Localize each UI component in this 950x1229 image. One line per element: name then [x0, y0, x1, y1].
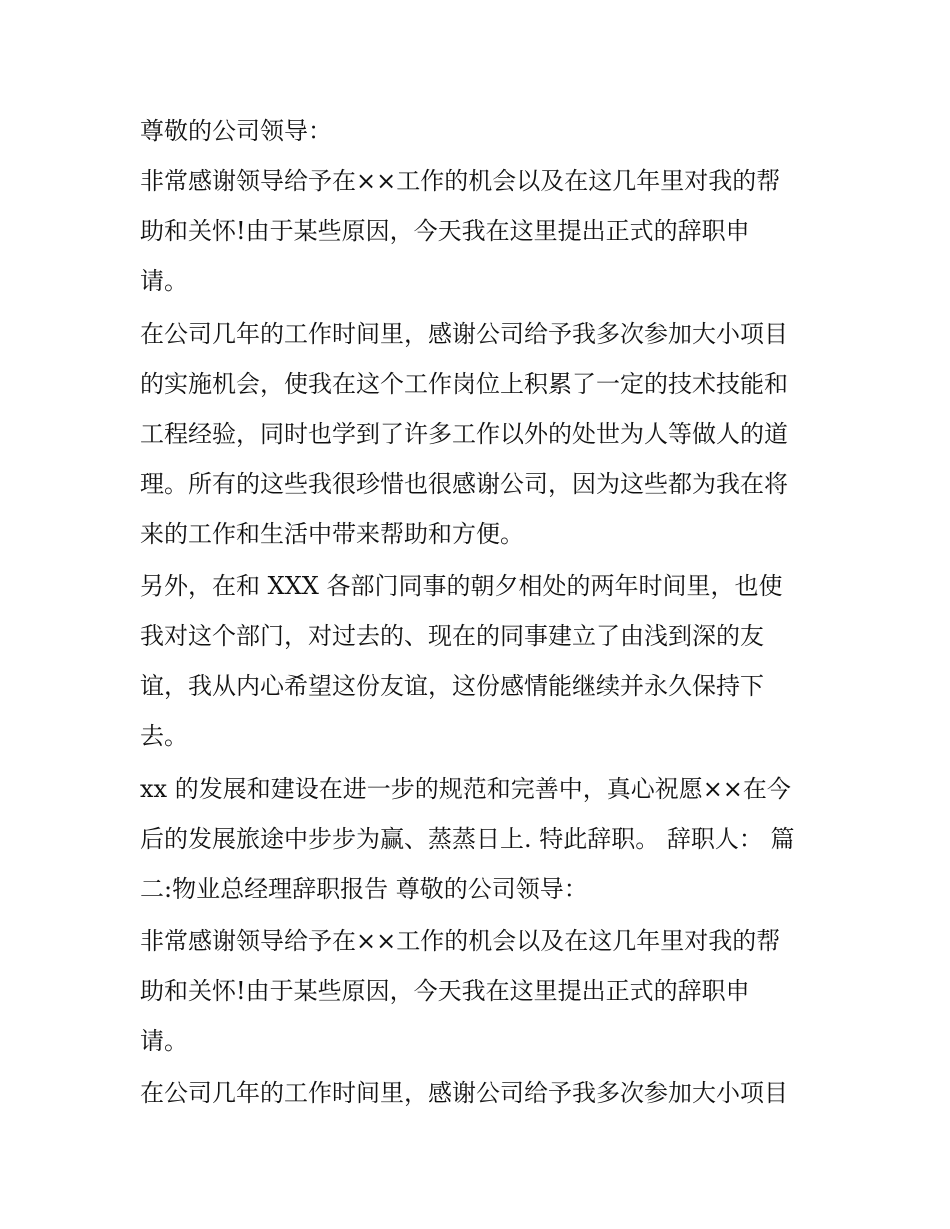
- text-line: 非常感谢领导给予在××工作的机会以及在这几年里对我的帮: [140, 167, 781, 195]
- text-line: 请。: [140, 1027, 188, 1055]
- text-line: 来的工作和生活中带来帮助和方便。: [140, 520, 524, 548]
- text-line: 我对这个部门，对过去的、现在的同事建立了由浅到深的友: [140, 622, 764, 650]
- text-line: xx 的发展和建设在进一步的规范和完善中，真心祝愿××在今: [140, 775, 791, 803]
- text-line: 理。所有的这些我很珍惜也很感谢公司，因为这些都为我在将: [140, 470, 788, 498]
- text-line: 二:物业总经理辞职报告 尊敬的公司领导：: [140, 875, 588, 903]
- text-line: 谊，我从内心希望这份友谊，这份感情能继续并永久保持下: [140, 672, 764, 700]
- text-line: 非常感谢领导给予在××工作的机会以及在这几年里对我的帮: [140, 927, 781, 955]
- text-line: 在公司几年的工作时间里，感谢公司给予我多次参加大小项目: [140, 1079, 788, 1107]
- text-line: 的实施机会，使我在这个工作岗位上积累了一定的技术技能和: [140, 370, 788, 398]
- text-line: 在公司几年的工作时间里，感谢公司给予我多次参加大小项目: [140, 320, 788, 348]
- text-line: 助和关怀!由于某些原因，今天我在这里提出正式的辞职申: [140, 977, 750, 1005]
- text-line: 尊敬的公司领导：: [140, 117, 332, 145]
- text-line: 工程经验，同时也学到了许多工作以外的处世为人等做人的道: [140, 420, 788, 448]
- text-line: 另外，在和 XXX 各部门同事的朝夕相处的两年时间里，也使: [140, 572, 783, 600]
- text-line: 请。: [140, 267, 188, 295]
- text-line: 助和关怀!由于某些原因，今天我在这里提出正式的辞职申: [140, 217, 750, 245]
- text-line: 后的发展旅途中步步为赢、蒸蒸日上. 特此辞职。 辞职人： 篇: [140, 825, 795, 853]
- text-line: 去。: [140, 722, 188, 750]
